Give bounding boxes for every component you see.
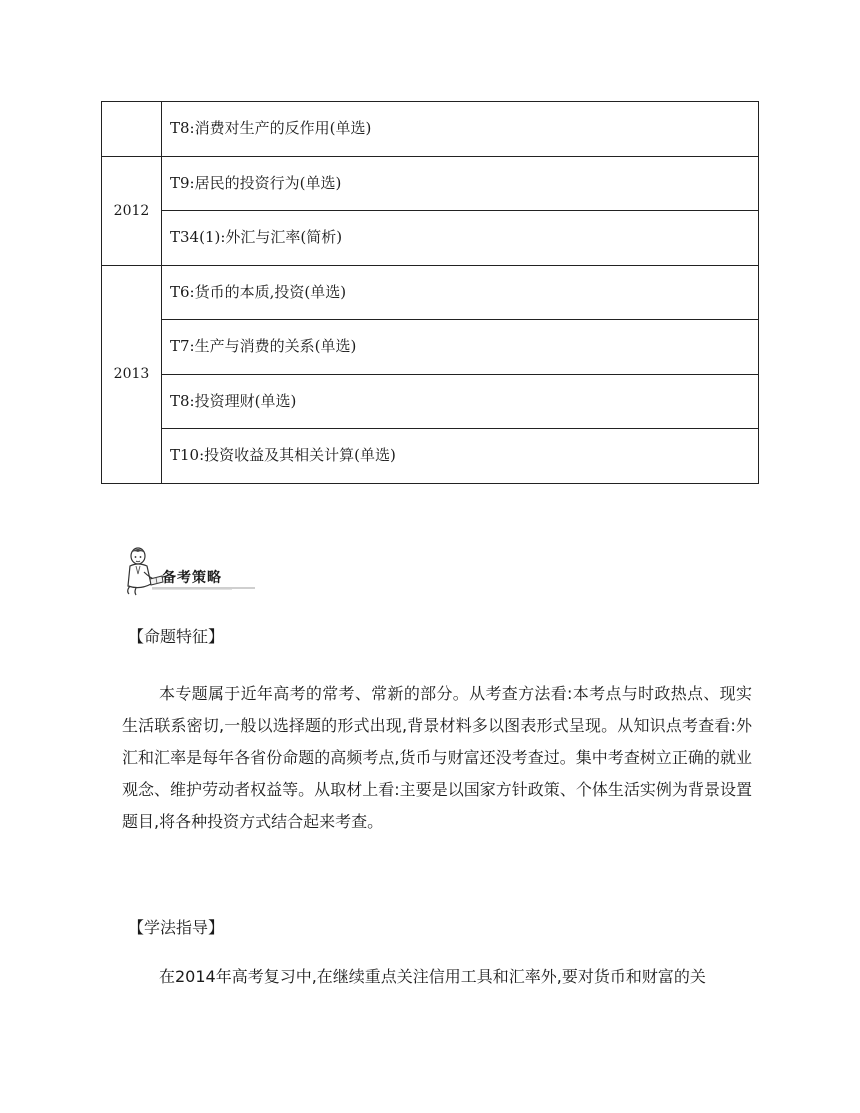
topic-cell: T7:生产与消费的关系(单选) [162,320,759,375]
year-cell: 2013 [102,265,162,483]
section-heading-proposition: 【命题特征】 [128,627,225,646]
topic-cell: T34(1):外汇与汇率(简析) [162,211,759,266]
banner-title: 备考策略 [162,570,222,586]
year-cell: 2012 [102,156,162,265]
exam-topics-table [101,101,759,484]
table-row [102,211,759,266]
topic-cell: T8:消费对生产的反作用(单选) [162,102,759,157]
proposition-paragraph: 本专题属于近年高考的常考、常新的部分。从考查方法看:本考点与时政热点、现实生活联系密切,一般以选择题的形式出现,背景材料多以图表形式呈现。从知识点考查看:外汇和汇率是每年各省份命题的高频考点,货币与财富还没考查过。集中考查树立正确的就业观念、维护劳动者权益等。从取材上看:主要是以国家方针政策、个体生活实例为背景设置题目,将各种投资方式结合起来考查。 [122,684,752,831]
section-heading-study-method: 【学法指导】 [128,918,225,937]
section-banner [122,544,257,596]
table-row [102,102,759,157]
table-row [102,374,759,429]
table-row [102,265,759,320]
table-row [102,320,759,375]
table-row [102,156,759,211]
topic-cell: T9:居民的投资行为(单选) [162,156,759,211]
topic-cell: T10:投资收益及其相关计算(单选) [162,429,759,484]
study-method-paragraph: 在2014年高考复习中,在继续重点关注信用工具和汇率外,要对货币和财富的关 [159,967,706,986]
topic-cell: T6:货币的本质,投资(单选) [162,265,759,320]
year-cell [102,102,162,157]
table-row [102,429,759,484]
topic-cell: T8:投资理财(单选) [162,374,759,429]
